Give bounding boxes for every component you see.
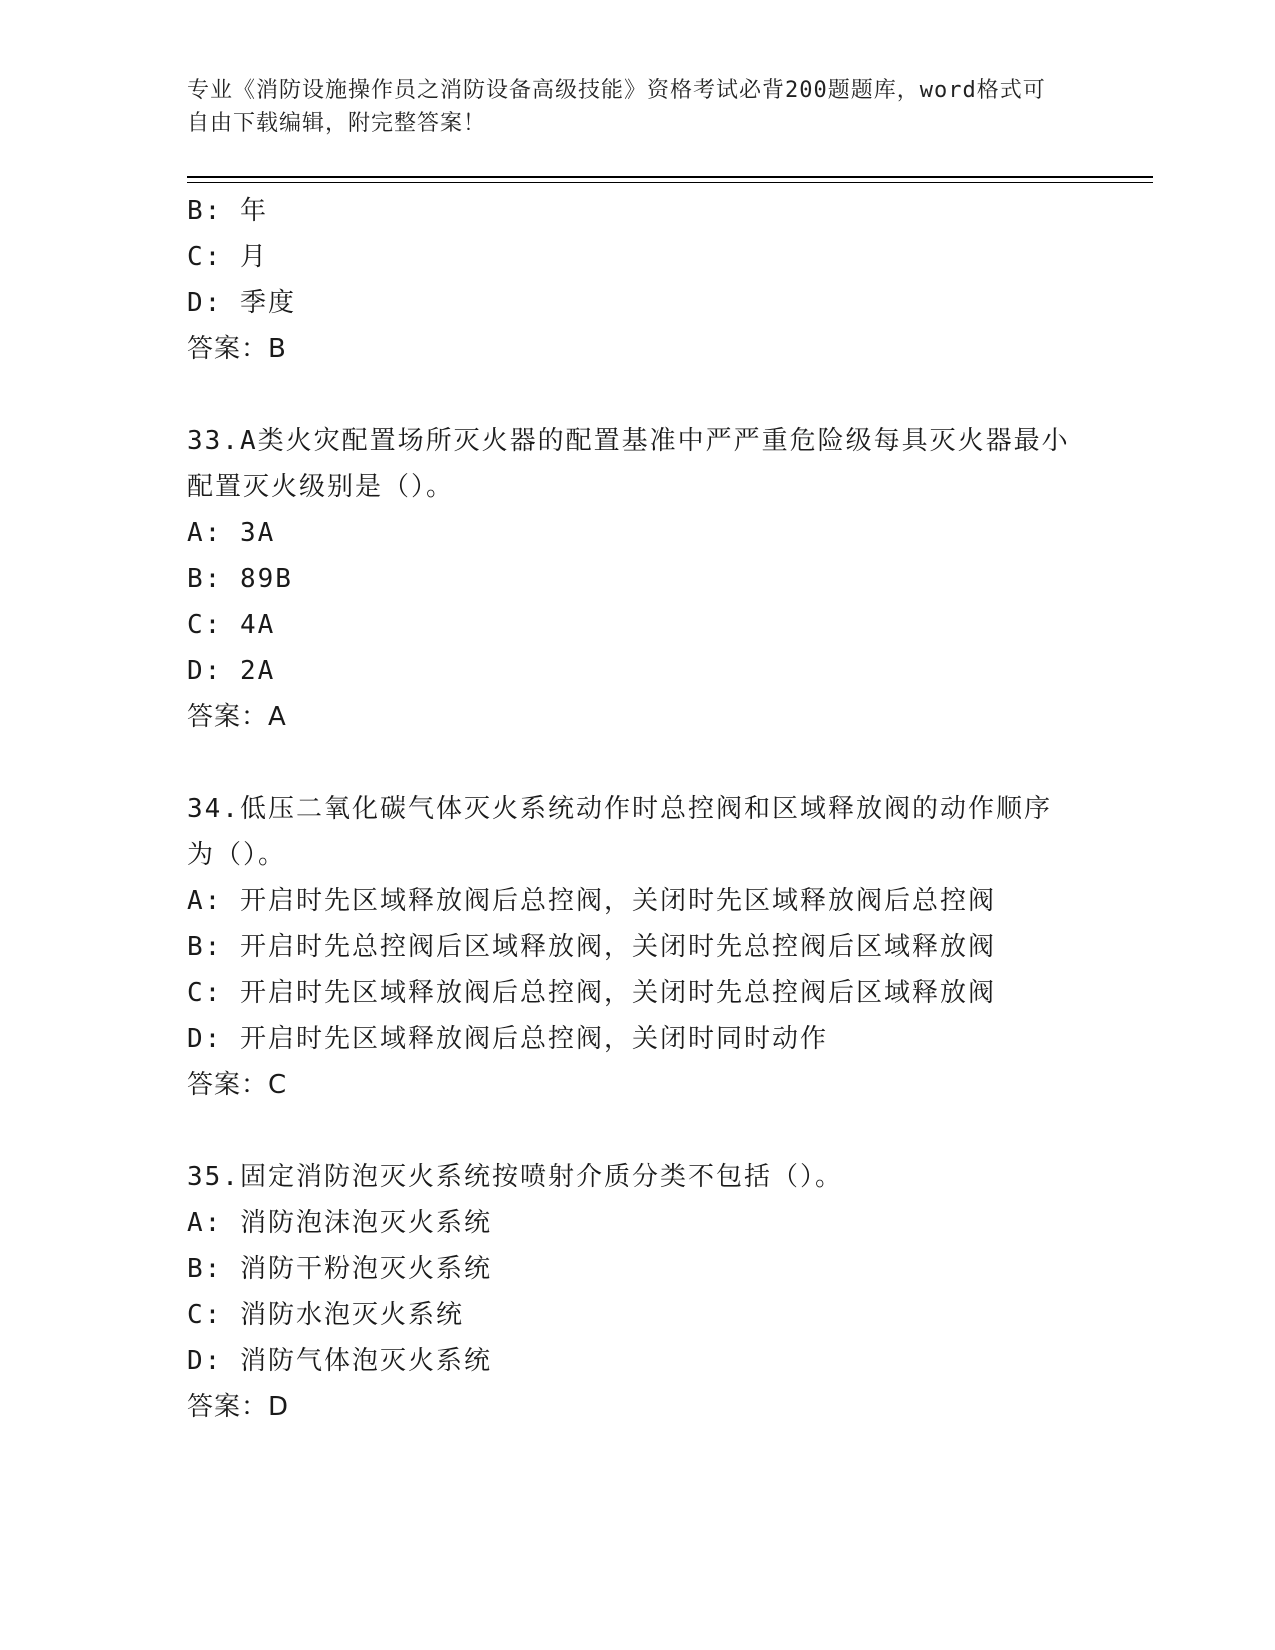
question-35 bbox=[187, 1154, 1087, 1430]
question-list bbox=[187, 188, 1087, 1476]
question-32-tail bbox=[187, 188, 1087, 372]
option-c: C: 4A bbox=[187, 610, 276, 640]
document-header: 专业《消防设施操作员之消防设备高级技能》资格考试必背200题题库，word格式可自由下载编辑，附完整答案！ bbox=[187, 78, 1046, 136]
option-b: B: 开启时先总控阀后区域释放阀，关闭时先总控阀后区域释放阀 bbox=[187, 932, 996, 962]
answer-label: 答案：C bbox=[187, 1070, 288, 1100]
option-d: D: 消防气体泡灭火系统 bbox=[187, 1346, 492, 1376]
answer-label: 答案：B bbox=[187, 334, 287, 364]
option-b: B: 年 bbox=[187, 196, 268, 226]
option-c: C: 月 bbox=[187, 242, 268, 272]
answer-label: 答案：A bbox=[187, 702, 287, 732]
header-divider-thin bbox=[187, 182, 1153, 183]
option-c: C: 消防水泡灭火系统 bbox=[187, 1300, 464, 1330]
option-b: B: 消防干粉泡灭火系统 bbox=[187, 1254, 492, 1284]
option-d: D: 开启时先区域释放阀后总控阀，关闭时同时动作 bbox=[187, 1024, 828, 1054]
question-stem: 35.固定消防泡灭火系统按喷射介质分类不包括（）。 bbox=[187, 1162, 843, 1192]
question-stem: 34.低压二氧化碳气体灭火系统动作时总控阀和区域释放阀的动作顺序为（）。 bbox=[187, 794, 1052, 870]
question-34 bbox=[187, 786, 1087, 1108]
option-d: D: 2A bbox=[187, 656, 276, 686]
answer-label: 答案：D bbox=[187, 1392, 290, 1422]
option-a: A: 开启时先区域释放阀后总控阀，关闭时先区域释放阀后总控阀 bbox=[187, 886, 996, 916]
header-divider-thick bbox=[187, 176, 1153, 178]
option-d: D: 季度 bbox=[187, 288, 296, 318]
option-b: B: 89B bbox=[187, 564, 293, 594]
option-a: A: 3A bbox=[187, 518, 276, 548]
option-c: C: 开启时先区域释放阀后总控阀，关闭时先总控阀后区域释放阀 bbox=[187, 978, 996, 1008]
question-stem: 33.A类火灾配置场所灭火器的配置基准中严严重危险级每具灭火器最小配置灭火级别是（）。 bbox=[187, 426, 1070, 502]
option-a: A: 消防泡沫泡灭火系统 bbox=[187, 1208, 492, 1238]
question-33 bbox=[187, 418, 1087, 740]
